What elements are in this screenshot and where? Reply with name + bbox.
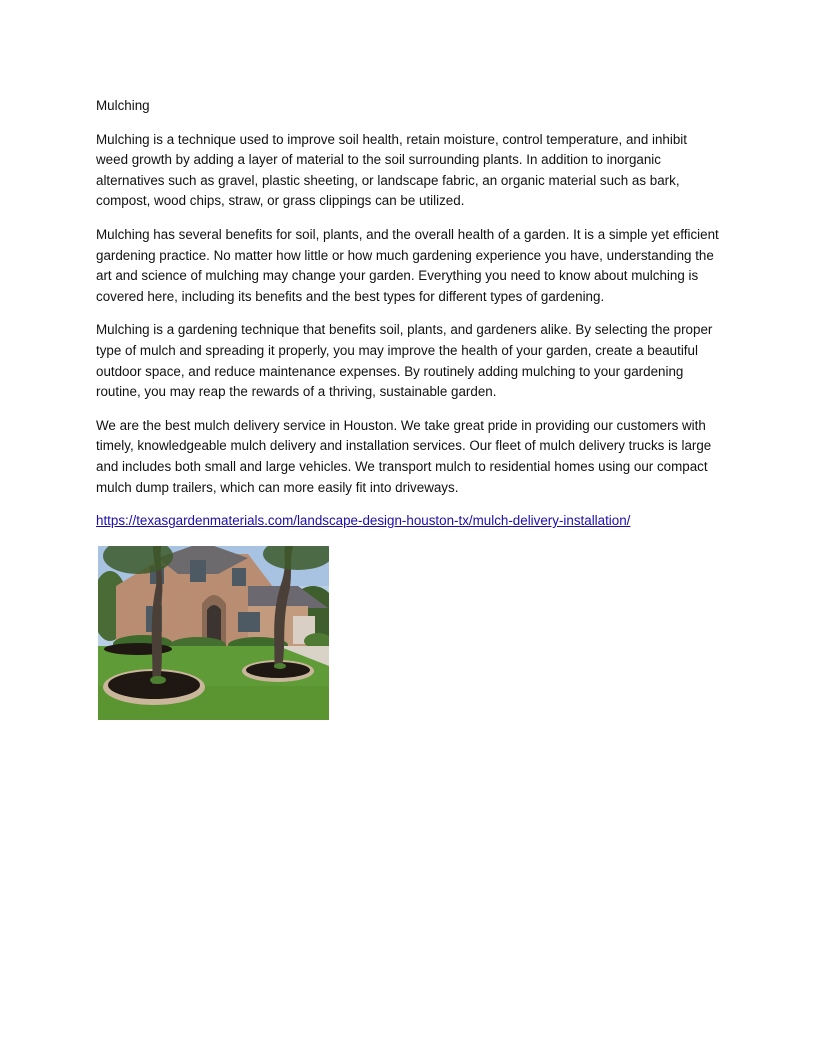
house-front-yard-photo: [98, 546, 329, 720]
document-title: Mulching: [96, 98, 150, 113]
paragraph-2: Mulching has several benefits for soil, plants, and the overall health of a garden. It is a simple yet efficient gardening practice. No matter how little or how much gardening experience you have, understanding the art and science of mulching may change your garden. Everything you need to know about mulching is covered here, including its benefits and the best types for different types of gardening.: [96, 226, 719, 304]
paragraph-4: We are the best mulch delivery service in Houston. We take great pride in providing our customers with timely, knowledgeable mulch delivery and installation services. Our fleet of mulch delivery trucks is large and includes both small and large vehicles. We transport mulch to residential homes using our compact mulch dump trailers, which can more easily fit into driveways.: [96, 417, 712, 495]
mulch-delivery-link[interactable]: https://texasgardenmaterials.com/landscape-design-houston-tx/mulch-delivery-installation/: [96, 513, 631, 529]
paragraph-1: Mulching is a technique used to improve soil health, retain moisture, control temperature, and inhibit weed growth by adding a layer of material to the soil surrounding plants. In addition to inorganic alternatives such as gravel, plastic sheeting, or landscape fabric, an organic material such as bark, compost, wood chips, straw, or grass clippings can be utilized.: [96, 131, 687, 209]
document-page: [96, 96, 722, 720]
paragraph-3: Mulching is a gardening technique that benefits soil, plants, and gardeners alike. By selecting the proper type of mulch and spreading it properly, you may improve the health of your garden, create a beautiful outdoor space, and reduce maintenance expenses. By routinely adding mulching to your gardening routine, you may reap the rewards of a thriving, sustainable garden.: [96, 322, 713, 400]
